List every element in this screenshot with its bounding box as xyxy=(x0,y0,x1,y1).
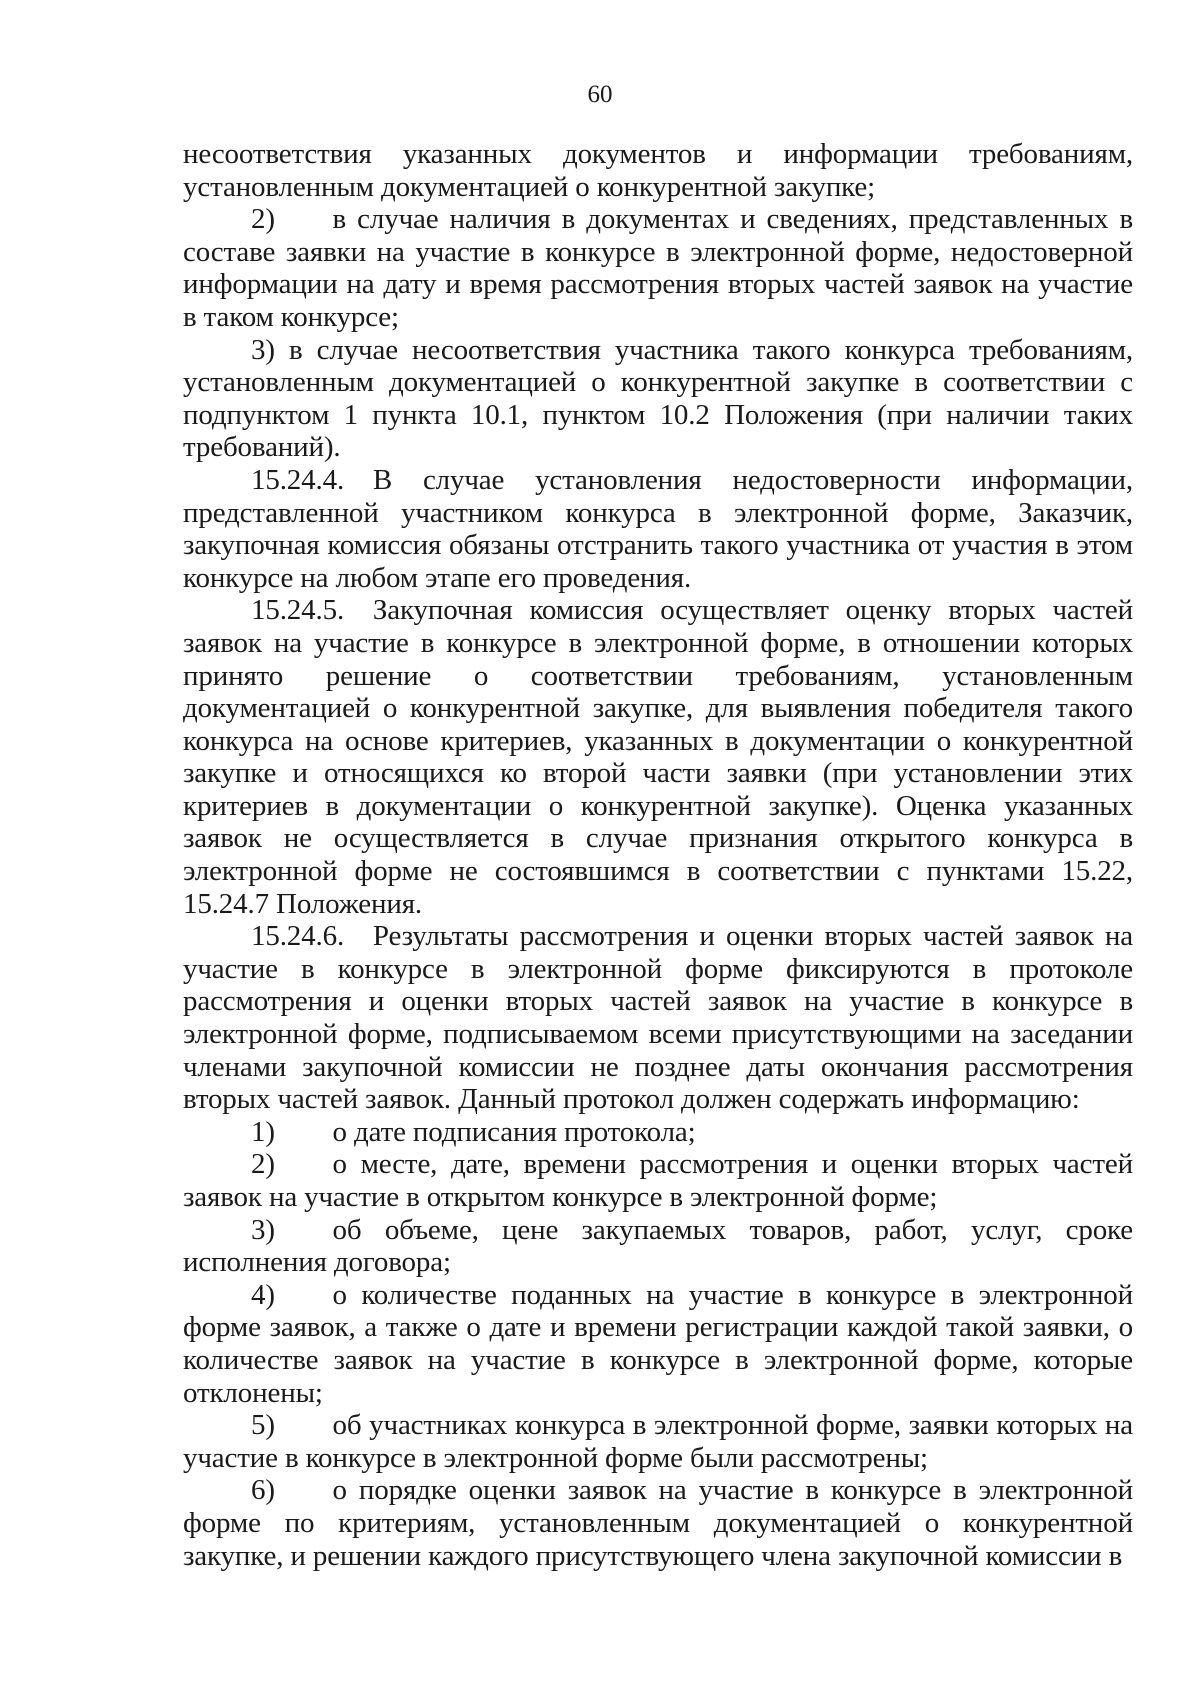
list-item-2: 2) о месте, дате, времени рассмотрения и оценки вторых частей заявок на участие в открытом конкурсе в электронной форме; xyxy=(183,1148,1133,1213)
list-item-4: 4) о количестве поданных на участие в конкурсе в электронной форме заявок, а также о дате и времени регистрации каждой такой заявки, о количестве заявок на участие в конкурсе в электронной форме, которые отклонены; xyxy=(183,1278,1133,1409)
paragraph-continuation: несоответствия указанных документов и информации требованиям, установленным документацией о конкурентной закупке; xyxy=(183,138,1133,203)
paragraph-15-24-4: 15.24.4. В случае установления недостоверности информации, представленной участником конкурса в электронной форме, Заказчик, закупочная комиссия обязаны отстранить такого участника от участия в этом конкурсе на любом этапе его проведения. xyxy=(183,463,1133,594)
list-item-3: 3) об объеме, цене закупаемых товаров, работ, услуг, сроке исполнения договора; xyxy=(183,1213,1133,1279)
list-item-6: 6) о порядке оценки заявок на участие в конкурсе в электронной форме по критериям, установленным документацией о конкурентной закупке, и решении каждого присутствующего члена закупочной комиссии в xyxy=(183,1474,1133,1572)
paragraph-item-3-participant-noncompliance: 3) в случае несоответствия участника такого конкурса требованиям, установленным документацией о конкурентной закупке в соответствии с подпунктом 1 пункта 10.1, пунктом 10.2 Положения (при наличии таких требований). xyxy=(183,333,1133,464)
list-item-5: 5) об участниках конкурса в электронной форме, заявки которых на участие в конкурсе в электронной форме были рассмотрены; xyxy=(183,1409,1133,1474)
paragraph-item-2-unreliable-info: 2) в случае наличия в документах и сведениях, представленных в составе заявки на участие в конкурсе в электронной форме, недостоверной информации на дату и время рассмотрения вторых частей заявок на участие в таком конкурсе; xyxy=(183,203,1133,333)
list-item-1: 1) о дате подписания протокола; xyxy=(251,1115,696,1148)
paragraph-15-24-5: 15.24.5. Закупочная комиссия осуществляет оценку вторых частей заявок на участие в конкурсе в электронной форме, в отношении которых принято решение о соответствии требованиям, установленным документацией о конкурентной закупке, для выявления победителя такого конкурса на основе критериев, указанных в документации о конкурентной закупке и относящихся ко второй части заявки (при установлении этих критериев в документации о конкурентной закупке). Оценка указанных заявок не осуществляется в случае признания открытого конкурса в электронной форме не состоявшимся в соответствии с пунктами 15.22, 15.24.7 Положения. xyxy=(183,594,1133,920)
paragraph-15-24-6: 15.24.6. Результаты рассмотрения и оценки вторых частей заявок на участие в конкурсе в электронной форме фиксируются в протоколе рассмотрения и оценки вторых частей заявок на участие в конкурсе в электронной форме, подписываемом всеми присутствующими на заседании членами закупочной комиссии не позднее даты окончания рассмотрения вторых частей заявок. Данный протокол должен содержать информацию: xyxy=(183,920,1133,1116)
document-body xyxy=(183,138,1133,1572)
page-number: 60 xyxy=(587,81,613,108)
